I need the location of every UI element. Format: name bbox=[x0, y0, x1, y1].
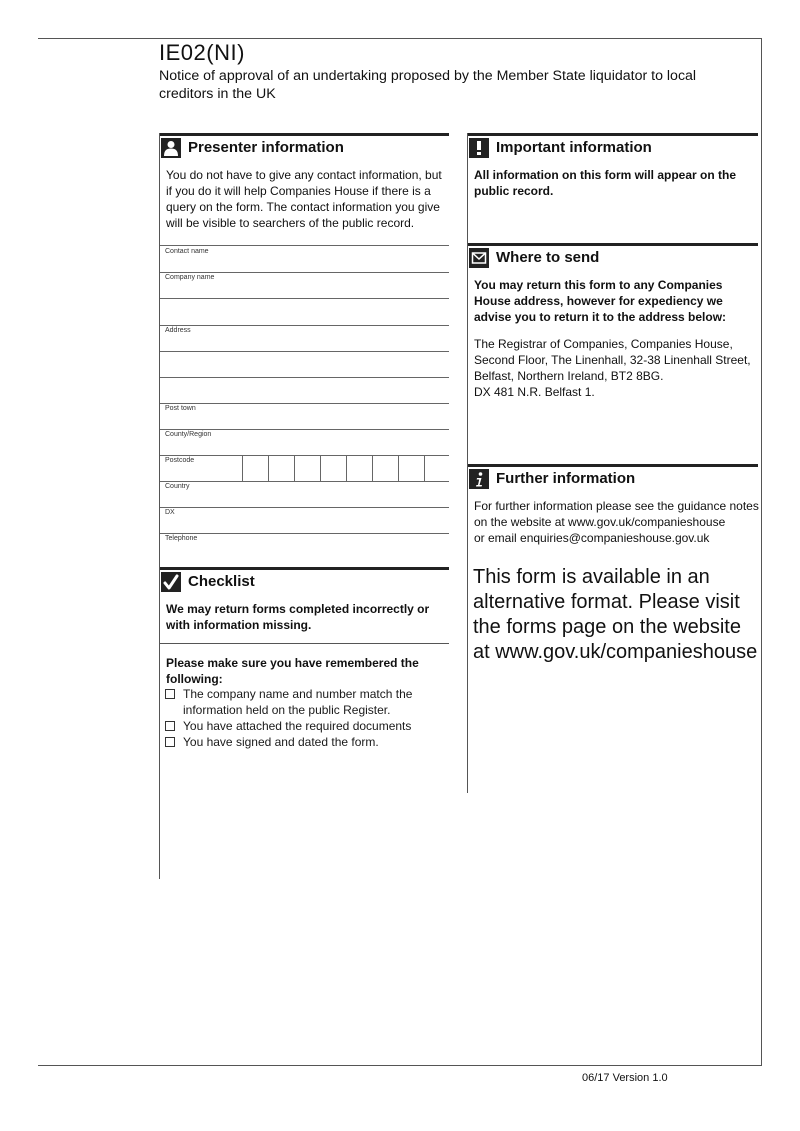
postcode-label: Postcode bbox=[165, 457, 195, 464]
checklist-item[interactable] bbox=[164, 686, 444, 718]
presenter-section-header bbox=[160, 133, 449, 162]
address-field[interactable] bbox=[160, 325, 449, 352]
address-line: Second Floor, The Linenhall, 32-38 Linenhall Street, bbox=[474, 353, 751, 367]
further-line: or email enquiries@companieshouse.gov.uk bbox=[474, 531, 710, 545]
country-label: Country bbox=[165, 483, 190, 490]
address-field-line3[interactable] bbox=[160, 377, 449, 404]
where-to-send-section-header bbox=[468, 243, 758, 272]
checklist-item[interactable] bbox=[164, 718, 444, 734]
company-name-field[interactable] bbox=[160, 272, 449, 299]
checklist-item-text: You have signed and dated the form. bbox=[183, 735, 379, 749]
where-to-send-heading: Where to send bbox=[496, 249, 600, 266]
form-title: Notice of approval of an undertaking proposed by the Member State liquidator to local creditors in the UK bbox=[159, 68, 697, 102]
important-text: All information on this form will appear on the public record. bbox=[474, 168, 737, 198]
postcode-char-box[interactable] bbox=[242, 455, 268, 481]
checklist-item-text: You have attached the required documents bbox=[183, 719, 412, 733]
presenter-intro: You do not have to give any contact information, but if you do it will help Companies House if there is a query on the form. The contact information you give will be visible to searchers of the public record. bbox=[166, 168, 442, 230]
postcode-field[interactable] bbox=[160, 455, 449, 482]
postcode-char-box[interactable] bbox=[268, 455, 294, 481]
postcode-char-box[interactable] bbox=[398, 455, 424, 481]
form-code: IE02(NI) bbox=[159, 40, 245, 65]
checkbox[interactable] bbox=[165, 689, 175, 699]
checklist-divider bbox=[160, 643, 449, 644]
further-text bbox=[474, 498, 760, 546]
envelope-icon bbox=[469, 248, 489, 268]
postcode-char-box[interactable] bbox=[294, 455, 320, 481]
person-icon bbox=[161, 138, 181, 158]
county-field[interactable] bbox=[160, 429, 449, 456]
company-name-label: Company name bbox=[165, 274, 215, 281]
address-line: The Registrar of Companies, Companies House, bbox=[474, 337, 733, 351]
contact-name-label: Contact name bbox=[165, 248, 209, 255]
checklist-section-header bbox=[160, 567, 449, 596]
address-line: DX 481 N.R. Belfast 1. bbox=[474, 385, 595, 399]
checkbox[interactable] bbox=[165, 737, 175, 747]
checklist-warning: We may return forms completed incorrectly or with information missing. bbox=[166, 602, 430, 632]
left-column bbox=[159, 133, 449, 879]
telephone-label: Telephone bbox=[165, 535, 198, 542]
further-heading: Further information bbox=[496, 470, 636, 487]
further-line: on the website at www.gov.uk/companieshouse bbox=[474, 515, 726, 529]
registrar-address bbox=[474, 336, 760, 400]
country-field[interactable] bbox=[160, 481, 449, 508]
checklist-item-text: The company name and number match the information held on the public Register. bbox=[183, 687, 413, 717]
telephone-field[interactable] bbox=[160, 533, 449, 559]
contact-name-field[interactable] bbox=[160, 245, 449, 273]
checklist-heading: Checklist bbox=[188, 573, 255, 590]
checkbox[interactable] bbox=[165, 721, 175, 731]
address-label: Address bbox=[165, 327, 191, 334]
exclamation-icon bbox=[469, 138, 489, 158]
further-line: For further information please see the guidance notes bbox=[474, 499, 759, 513]
further-section-header bbox=[468, 464, 758, 493]
postcode-char-box[interactable] bbox=[372, 455, 398, 481]
address-line: Belfast, Northern Ireland, BT2 8BG. bbox=[474, 369, 664, 383]
checkmark-icon bbox=[161, 572, 181, 592]
postcode-char-box[interactable] bbox=[424, 455, 450, 481]
company-name-field-line2[interactable] bbox=[160, 299, 449, 326]
alternative-format-notice: This form is available in an alternative format. Please visit the forms page on the website at www.gov.uk/companieshouse bbox=[473, 566, 758, 663]
page-frame-bottom bbox=[38, 1065, 762, 1066]
county-label: County/Region bbox=[165, 431, 212, 438]
postcode-char-box[interactable] bbox=[346, 455, 372, 481]
post-town-label: Post town bbox=[165, 405, 196, 412]
checklist-items bbox=[164, 686, 444, 750]
post-town-field[interactable] bbox=[160, 403, 449, 430]
important-heading: Important information bbox=[496, 139, 652, 156]
checklist-item[interactable] bbox=[164, 734, 444, 750]
where-to-send-intro: You may return this form to any Companies House address, however for expediency we advise you to return it to the address below: bbox=[474, 278, 727, 324]
page-frame-top bbox=[38, 38, 762, 39]
dx-field[interactable] bbox=[160, 507, 449, 534]
presenter-heading: Presenter information bbox=[188, 139, 344, 156]
right-column bbox=[467, 133, 758, 793]
dx-label: DX bbox=[165, 509, 175, 516]
info-icon bbox=[469, 469, 489, 489]
form-version: 06/17 Version 1.0 bbox=[582, 1072, 668, 1084]
address-field-line2[interactable] bbox=[160, 351, 449, 378]
important-section-header bbox=[468, 133, 758, 162]
checklist-intro: Please make sure you have remembered the following: bbox=[166, 656, 419, 686]
postcode-char-box[interactable] bbox=[320, 455, 346, 481]
page-frame-right bbox=[761, 38, 762, 1066]
